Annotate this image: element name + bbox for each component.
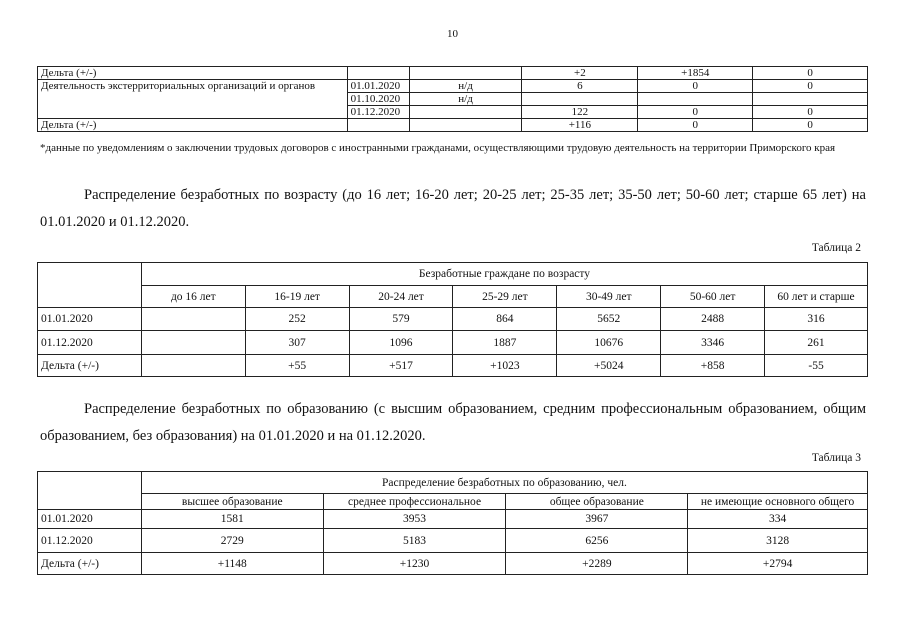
cell: +1230 [323,553,506,575]
cell: +2289 [506,553,688,575]
column-header: 60 лет и старше [765,286,868,308]
cell: 1096 [349,331,453,355]
cell: 5183 [323,529,506,553]
date-cell: 01.12.2020 [347,106,409,119]
row-label: Деятельность экстерриториальных организаций и органов [38,80,348,119]
column-header: 50-60 лет [661,286,765,308]
cell [753,93,868,106]
table-group-header: Распределение безработных по образованию, чел. [141,472,867,494]
column-header: среднее профессиональное [323,494,506,510]
row-label: 01.01.2020 [38,308,142,331]
cell: 3346 [661,331,765,355]
cell: 2729 [141,529,323,553]
cell [141,308,245,331]
column-header: общее образование [506,494,688,510]
cell: +116 [522,119,638,132]
column-header: не имеющие основного общего [688,494,868,510]
table-row [38,331,868,355]
cell: +1023 [453,355,557,377]
column-header: 20-24 лет [349,286,453,308]
table-3-caption: Таблица 3 [811,452,861,464]
table-2-caption: Таблица 2 [811,242,861,254]
table-row [38,308,868,331]
paragraph-education: Распределение безработных по образованию (с высшим образованием, средним профессиональным образованием, общим образованием, без образования) на 01.01.2020 и на 01.12.2020. [40,401,866,444]
cell [141,355,245,377]
cell [141,331,245,355]
cell: +2 [522,67,638,80]
cell: 6256 [506,529,688,553]
cell: 0 [753,106,868,119]
column-header: 16-19 лет [245,286,349,308]
cell: 3967 [506,510,688,529]
cell: 0 [753,80,868,93]
education-table [37,471,868,575]
table-header-row [38,472,868,494]
cell: 1581 [141,510,323,529]
cell [522,93,638,106]
cell: 864 [453,308,557,331]
column-header: высшее образование [141,494,323,510]
cell: 5652 [557,308,661,331]
cell: 2488 [661,308,765,331]
cell: -55 [765,355,868,377]
date-cell: 01.10.2020 [347,93,409,106]
footnote: *данные по уведомлениям о заключении трудовых договоров с иностранными гражданами, осуществляющими трудовую деятельность на территории Приморского края [40,142,836,154]
cell: 3128 [688,529,868,553]
cell: 0 [753,119,868,132]
cell: 3953 [323,510,506,529]
cell: 579 [349,308,453,331]
cell: +1854 [638,67,753,80]
cell [409,106,522,119]
table-row [38,529,868,553]
table-row [38,80,868,93]
cell: +5024 [557,355,661,377]
cell: 0 [638,106,753,119]
row-label: Дельта (+/-) [38,119,348,132]
table-header-row [38,286,868,308]
table-row [38,355,868,377]
table-group-header: Безработные граждане по возрасту [141,263,867,286]
cell: 0 [638,119,753,132]
cell: 122 [522,106,638,119]
page-number: 10 [447,28,458,40]
cell: +55 [245,355,349,377]
cell: +2794 [688,553,868,575]
row-label: 01.12.2020 [38,331,142,355]
column-header: 25-29 лет [453,286,557,308]
column-header: 30-49 лет [557,286,661,308]
cell: н/д [409,80,522,93]
table-row [38,119,868,132]
continuation-table [37,66,868,132]
row-label: Дельта (+/-) [38,553,142,575]
column-header: до 16 лет [141,286,245,308]
paragraph-age: Распределение безработных по возрасту (до 16 лет; 16-20 лет; 20-25 лет; 25-35 лет; 35-50 лет; 50-60 лет; старше 65 лет) на 01.01.2020 и 01.12.2020. [40,187,866,230]
cell: 261 [765,331,868,355]
cell: 10676 [557,331,661,355]
cell: 316 [765,308,868,331]
date-cell: 01.01.2020 [347,80,409,93]
cell: +1148 [141,553,323,575]
cell [638,93,753,106]
row-label: Дельта (+/-) [38,355,142,377]
cell: н/д [409,93,522,106]
row-label: Дельта (+/-) [38,67,348,80]
cell: 0 [753,67,868,80]
table-row [38,553,868,575]
cell: 0 [638,80,753,93]
row-label: 01.12.2020 [38,529,142,553]
cell: +858 [661,355,765,377]
cell: 252 [245,308,349,331]
cell: 1887 [453,331,557,355]
table-header-row [38,494,868,510]
row-label: 01.01.2020 [38,510,142,529]
cell: 334 [688,510,868,529]
cell: 307 [245,331,349,355]
cell: +517 [349,355,453,377]
age-table [37,262,868,377]
cell: 6 [522,80,638,93]
table-row [38,67,868,80]
table-row [38,510,868,529]
table-header-row [38,263,868,286]
